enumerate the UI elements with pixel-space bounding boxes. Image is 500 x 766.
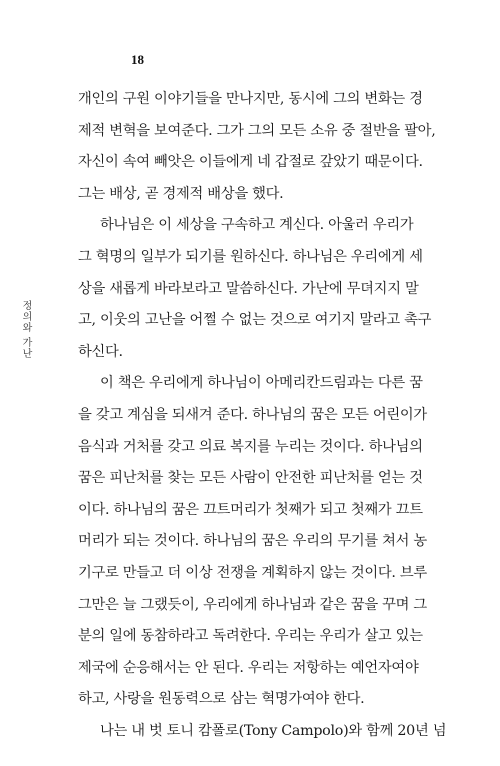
text-line: 나는 내 벗 토니 캄폴로(Tony Campolo)와 함께 20년 넘 [100, 722, 447, 739]
text-line: 머리가 되는 것이다. 하나님의 꿈은 우리의 무기를 쳐서 농 [78, 533, 427, 550]
running-header-vertical: 정의와 가난 [20, 300, 31, 360]
text-line: 을 갖고 계심을 되새겨 준다. 하나님의 꿈은 모든 어린이가 [78, 406, 427, 423]
text-line: 그만은 늘 그랬듯이, 우리에게 하나님과 같은 꿈을 꾸며 그 [78, 596, 427, 613]
text-line: 기구로 만들고 더 이상 전쟁을 계획하지 않는 것이다. 브루 [78, 564, 427, 581]
text-line: 꿈은 피난처를 찾는 모든 사람이 안전한 피난처를 얻는 것 [78, 470, 423, 487]
body-text [78, 84, 447, 747]
text-line: 제국에 순응해서는 안 된다. 우리는 저항하는 예언자여야 [78, 659, 419, 676]
text-line: 분의 일에 동참하라고 독려한다. 우리는 우리가 살고 있는 [78, 628, 423, 645]
text-line: 이 책은 우리에게 하나님이 아메리칸드림과는 다른 꿈 [100, 375, 423, 392]
text-line: 음식과 거처를 갖고 의료 복지를 누리는 것이다. 하나님의 [78, 438, 423, 455]
text-line: 자신이 속여 빼앗은 이들에게 네 갑절로 갚았기 때문이다. [78, 154, 423, 171]
text-line: 그는 배상, 곧 경제적 배상을 했다. [78, 185, 284, 202]
text-line: 하고, 사랑을 원동력으로 삼는 혁명가여야 한다. [78, 691, 365, 708]
text-line: 제적 변혁을 보여준다. 그가 그의 모든 소유 중 절반을 팔아, [78, 122, 436, 139]
text-line: 상을 새롭게 바라보라고 말씀하신다. 가난에 무뎌지지 말 [78, 280, 419, 297]
text-line: 그 혁명의 일부가 되기를 원하신다. 하나님은 우리에게 세 [78, 248, 423, 265]
text-line: 고, 이웃의 고난을 어쩔 수 없는 것으로 여기지 말라고 촉구 [78, 312, 432, 329]
text-line: 이다. 하나님의 꿈은 끄트머리가 첫째가 되고 첫째가 끄트 [78, 501, 423, 518]
text-line: 하신다. [78, 343, 123, 360]
text-line: 개인의 구원 이야기들을 만나지만, 동시에 그의 변화는 경 [78, 91, 423, 107]
page-number: 18 [131, 52, 144, 67]
text-line: 하나님은 이 세상을 구속하고 계신다. 아울러 우리가 [100, 217, 414, 234]
